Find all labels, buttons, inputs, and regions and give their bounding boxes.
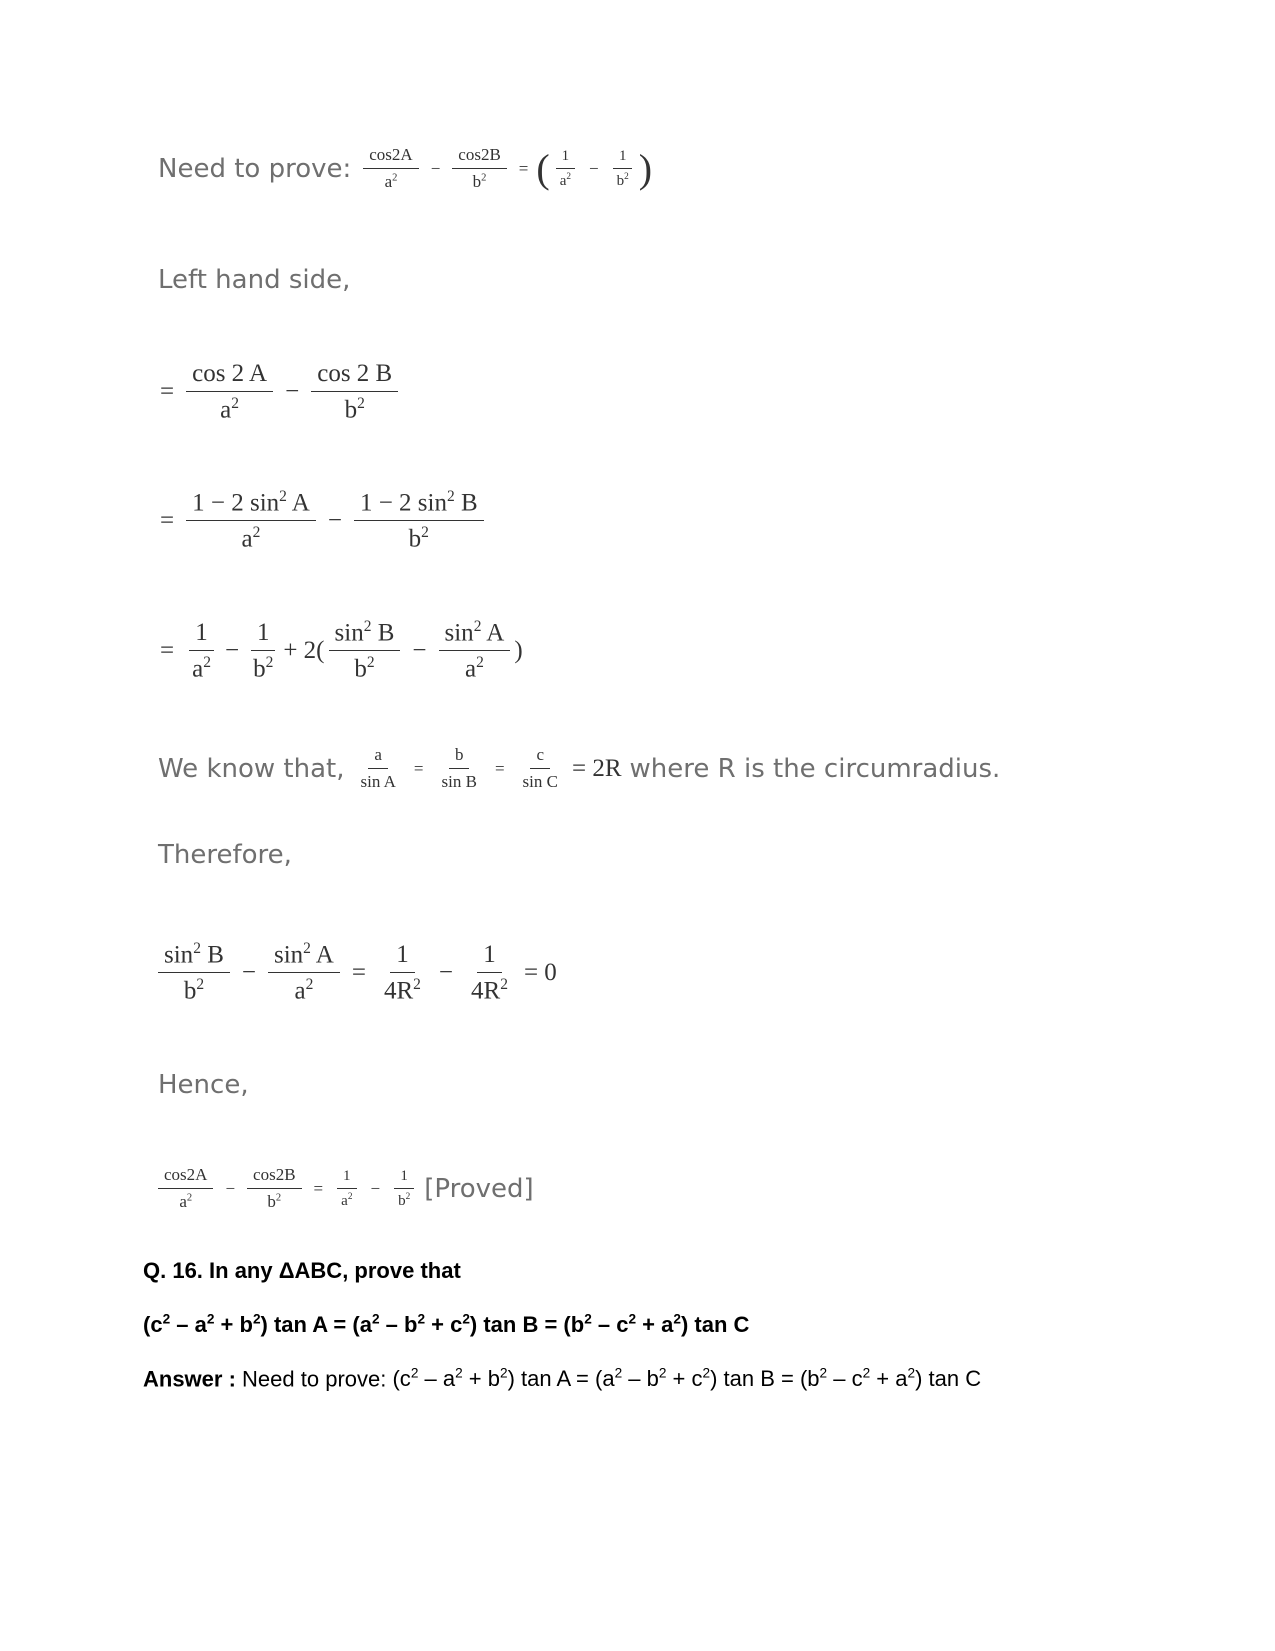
- step-4: $\frac{\sin^2 B}{b^2}$ − $\frac{\sin^2 A}{a^2}$ = $\frac{1}{4R^2}$ − $\frac{1}{4R^2}$ = 0: [158, 940, 557, 1006]
- plus-two: + 2(: [283, 636, 325, 664]
- fraction: $\frac{1}{b^2}$: [247, 619, 279, 683]
- equals-zero: = 0: [523, 958, 557, 986]
- fraction: $\frac{1}{4R^2}$: [383, 940, 421, 1004]
- fraction: $\frac{b}{\text{sin B}}$: [441, 745, 477, 791]
- answer-line: Answer : Need to prove: $(c^2 - a^2 + b^2)$ $\tan A = (a^2 - b^2 + c^2)$ $\tan B = (b^2 - c^2 + a^2)$ tan C: [143, 1366, 982, 1392]
- fraction: $\frac{\sin^2 A}{a^2}$: [439, 618, 511, 684]
- fraction: $\frac{a}{\text{sin A}}$: [360, 745, 396, 791]
- step-2: = $\frac{1 - 2 \sin^2 A}{a^2}$ − $\frac{1 - 2 \sin^2 B}{b^2}$: [160, 488, 488, 554]
- fraction: $\frac{1}{b^2}$: [392, 1168, 416, 1210]
- fraction: $\frac{\sin^2 B}{b^2}$: [158, 940, 230, 1006]
- step-3: = $\frac{1}{a^2}$ − $\frac{1}{b^2}$ + 2( $\frac{\sin^2 B}{b^2}$ − $\frac{\sin^2 A}{a^2}$ ): [160, 618, 523, 683]
- we-know-label: We know that,: [158, 753, 345, 784]
- fraction: $\frac{\cos 2B}{b^2}$: [452, 145, 507, 192]
- fraction: $\frac{1}{a^2}$: [554, 148, 577, 190]
- answer-label: Answer :: [143, 1366, 236, 1392]
- fraction: $\frac{1}{a^2}$: [186, 619, 217, 683]
- fraction: $\frac{\cos 2A}{a^2}$: [158, 1165, 213, 1212]
- answer-text: Need to prove:: [242, 1366, 387, 1392]
- fraction: $\frac{\sin^2 B}{b^2}$: [329, 618, 401, 684]
- fraction: $\frac{1 - 2 \sin^2 B}{b^2}$: [354, 488, 484, 554]
- step-1: = $\frac{\cos 2 A}{a^2}$ − $\frac{\cos 2 B}{b^2}$: [160, 360, 402, 424]
- hence-label: Hence,: [158, 1070, 249, 1100]
- lhs-label: Left hand side,: [158, 265, 351, 295]
- fraction: $\frac{1 - 2 \sin^2 A}{a^2}$: [186, 488, 316, 554]
- need-to-prove-label: Need to prove:: [158, 153, 352, 184]
- question-statement: $(c^2 - a^2 + b^2)$ $\tan A = (a^2 - b^2 + c^2)$ $\tan B = (b^2 - c^2 + a^2)$ tan C: [143, 1312, 750, 1338]
- fraction: $\frac{\sin^2 A}{a^2}$: [268, 940, 340, 1006]
- proved-label: [Proved]: [424, 1173, 534, 1204]
- fraction: $\frac{\cos 2 A}{a^2}$: [186, 360, 273, 424]
- fraction: $\frac{\cos 2B}{b^2}$: [247, 1165, 302, 1212]
- fraction: $\frac{1}{4R^2}$: [471, 940, 508, 1004]
- circumradius-note: where R is the circumradius.: [629, 753, 1001, 784]
- law-of-sines-line: We know that, $\frac{a}{\text{sin A}}$ = $\frac{b}{\text{sin B}}$ = $\frac{c}{\text{sin C}}$ = 2R where R is the circumradius.: [158, 745, 1001, 791]
- question-title: Q. 16. In any ΔABC, prove that: [143, 1258, 461, 1283]
- need-to-prove-line: Need to prove: $\frac{\cos 2A}{a^2}$ − $\frac{\cos 2B}{b^2}$ = ( $\frac{1}{a^2}$ − $\frac{1}{b^2}$ ): [158, 145, 653, 191]
- fraction: $\frac{1}{a^2}$: [335, 1168, 358, 1210]
- fraction: $\frac{\cos 2 B}{b^2}$: [311, 360, 398, 424]
- final-line: $\frac{\cos 2A}{a^2}$ − $\frac{\cos 2B}{b^2}$ = $\frac{1}{a^2}$ − $\frac{1}{b^2}$ [Proved]: [158, 1165, 534, 1212]
- two-r: = 2R: [571, 754, 622, 782]
- therefore-label: Therefore,: [158, 840, 292, 870]
- fraction: $\frac{1}{b^2}$: [611, 148, 635, 190]
- fraction: $\frac{c}{\text{sin C}}$: [522, 745, 558, 791]
- fraction: $\frac{\cos 2A}{a^2}$: [363, 145, 418, 192]
